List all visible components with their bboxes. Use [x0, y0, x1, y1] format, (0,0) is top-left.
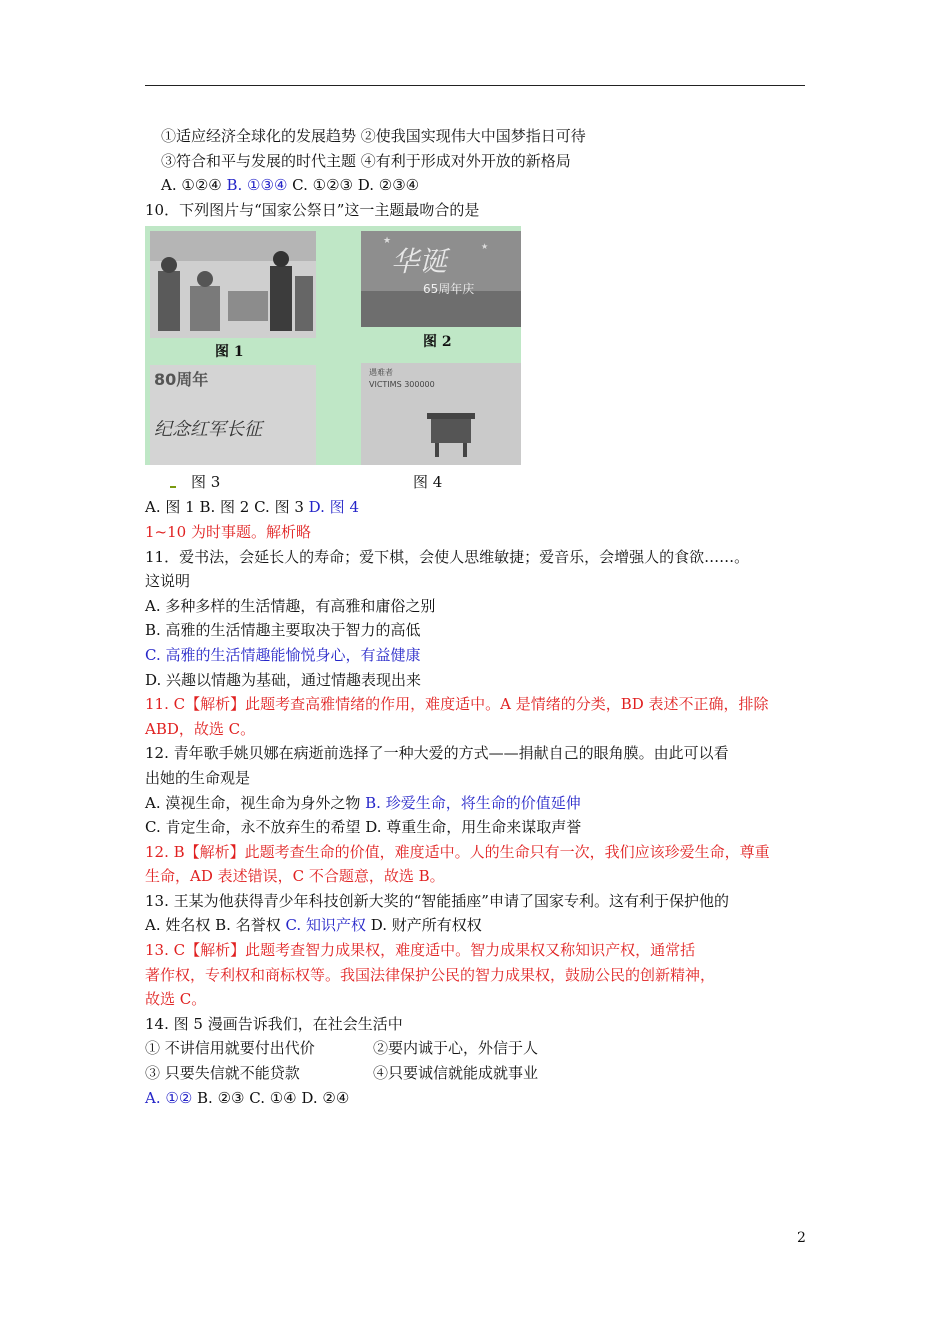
figure-1-photo — [150, 231, 316, 338]
q14-option-1: ① 不讲信用就要付出代价 — [145, 1039, 315, 1058]
figure-2-photo — [361, 231, 521, 327]
q11-explanation-line-2: ABD，故选 C。 — [145, 719, 256, 738]
q1-10-note: 1~10 为时事题。解析略 — [145, 522, 311, 541]
q12-choice-b-correct: B. 珍爱生命，将生命的价值延伸 — [365, 793, 581, 812]
q10-choice-d-correct: D. 图 4 — [308, 498, 359, 517]
q9-answer-choices — [145, 173, 810, 198]
figure-2-text-small: 65周年庆 — [423, 282, 475, 297]
q11-explanation-line-1: 11. C【解析】此题考查高雅情绪的作用，难度适中。A 是情绪的分类，BD 表述不正确，排除 — [145, 695, 769, 714]
q11-choice-d: D. 兴趣以情趣为基础，通过情趣表现出来 — [145, 670, 422, 689]
q14-option-2: ②要内诚于心，外信于人 — [373, 1039, 539, 1058]
q12-choices-ab — [145, 791, 810, 816]
q13-choice-d: D. 财产所有权权 — [365, 916, 482, 935]
q10-stem: 10．下列图片与“国家公祭日”这一主题最吻合的是 — [145, 200, 480, 219]
q10-choices-abc: A. 图 1 B. 图 2 C. 图 3 — [145, 498, 309, 517]
figure-3-caption: 图 3 — [191, 473, 221, 492]
q14-stem: 14. 图 5 漫画告诉我们，在社会生活中 — [145, 1014, 403, 1033]
q12-choices-cd: C. 肯定生命，永不放弃生的希望 D. 尊重生命，用生命来谋取声誉 — [145, 818, 582, 837]
figure-3-photo — [150, 365, 316, 465]
q9-choice-b-correct: B. ①③④ — [226, 176, 288, 195]
q12-stem-line-1: 12. 青年歌手姚贝娜在病逝前选择了一种大爱的方式——捐献自己的眼角膜。由此可以看 — [145, 744, 729, 763]
q9-options-line-1: ①适应经济全球化的发展趋势 ②使我国实现伟大中国梦指日可待 — [161, 127, 586, 145]
q10-figure-panel — [145, 226, 521, 465]
header-rule — [145, 85, 805, 86]
q13-stem: 13. 王某为他获得青少年科技创新大奖的“智能插座”申请了国家专利。这有利于保护他的 — [145, 891, 729, 910]
q9-options-line-2: ③符合和平与发展的时代主题 ④有利于形成对外开放的新格局 — [161, 151, 571, 170]
q14-choice-a-correct: A. ①② — [145, 1088, 193, 1107]
q12-explanation-line-2: 生命，AD 表述错误，C 不合题意，故选 B。 — [145, 867, 445, 886]
q12-stem-line-2: 出她的生命观是 — [145, 768, 251, 787]
q13-choices-ab: A. 姓名权 B. 名誉权 — [145, 916, 286, 935]
svg-text:★: ★ — [481, 242, 489, 252]
q13-explanation-line-2: 著作权，专利权和商标权等。我国法律保护公民的智力成果权，鼓励公民的创新精神， — [145, 965, 716, 984]
q11-stem-line-2: 这说明 — [145, 572, 191, 591]
figure-3-text-bottom: 纪念红军长征 — [154, 419, 262, 441]
q9-choice-a: A. ①②④ — [161, 176, 227, 195]
q14-choices-bcd: B. ②③ C. ①④ D. ②④ — [192, 1088, 350, 1107]
svg-text:★: ★ — [383, 236, 392, 247]
figure-4-text: VICTIMS 300000 — [369, 380, 435, 390]
figure-2-text-big: 华诞 — [391, 245, 448, 279]
q13-answer-choices — [145, 913, 810, 938]
caption-marker — [170, 486, 176, 488]
q12-explanation-line-1: 12. B【解析】此题考查生命的价值，难度适中。人的生命只有一次，我们应该珍爱生命，尊重 — [145, 842, 770, 861]
q14-options-row-2 — [145, 1061, 810, 1086]
q13-explanation-line-1: 13. C【解析】此题考查智力成果权，难度适中。智力成果权又称知识产权，通常括 — [145, 941, 696, 960]
page-number: 2 — [797, 1230, 806, 1246]
q14-options-row-1 — [145, 1036, 810, 1061]
q11-choice-c-correct: C. 高雅的生活情趣能愉悦身心，有益健康 — [145, 645, 421, 664]
figure-4-text-cn: 遇难者 — [369, 368, 393, 378]
figure-2-label: 图 2 — [423, 334, 452, 351]
q12-choice-a: A. 漠视生命，视生命为身外之物 — [145, 793, 366, 812]
q13-choice-c-correct: C. 知识产权 — [285, 916, 366, 935]
q11-choice-b: B. 高雅的生活情趣主要取决于智力的高低 — [145, 621, 421, 640]
q14-option-4: ④只要诚信就能成就事业 — [373, 1064, 539, 1083]
figure-4-caption: 图 4 — [413, 473, 443, 492]
q11-choice-a: A. 多种多样的生活情趣，有高雅和庸俗之别 — [145, 596, 436, 615]
q14-option-3: ③ 只要失信就不能贷款 — [145, 1064, 300, 1083]
document-body — [145, 124, 810, 1110]
q10-answer-choices — [145, 495, 810, 520]
q13-explanation-line-3: 故选 C。 — [145, 990, 207, 1009]
figure-1-label: 图 1 — [215, 344, 244, 361]
q14-answer-choices — [145, 1086, 810, 1111]
q10-figure-captions — [145, 470, 810, 495]
q9-choice-cd: C. ①②③ D. ②③④ — [287, 176, 420, 195]
figure-3-text-top: 80周年 — [154, 370, 209, 390]
figure-4-photo — [361, 363, 521, 465]
q11-stem-line-1: 11．爱书法，会延长人的寿命；爱下棋，会使人思维敏捷；爱音乐，会增强人的食欲……。 — [145, 547, 750, 566]
